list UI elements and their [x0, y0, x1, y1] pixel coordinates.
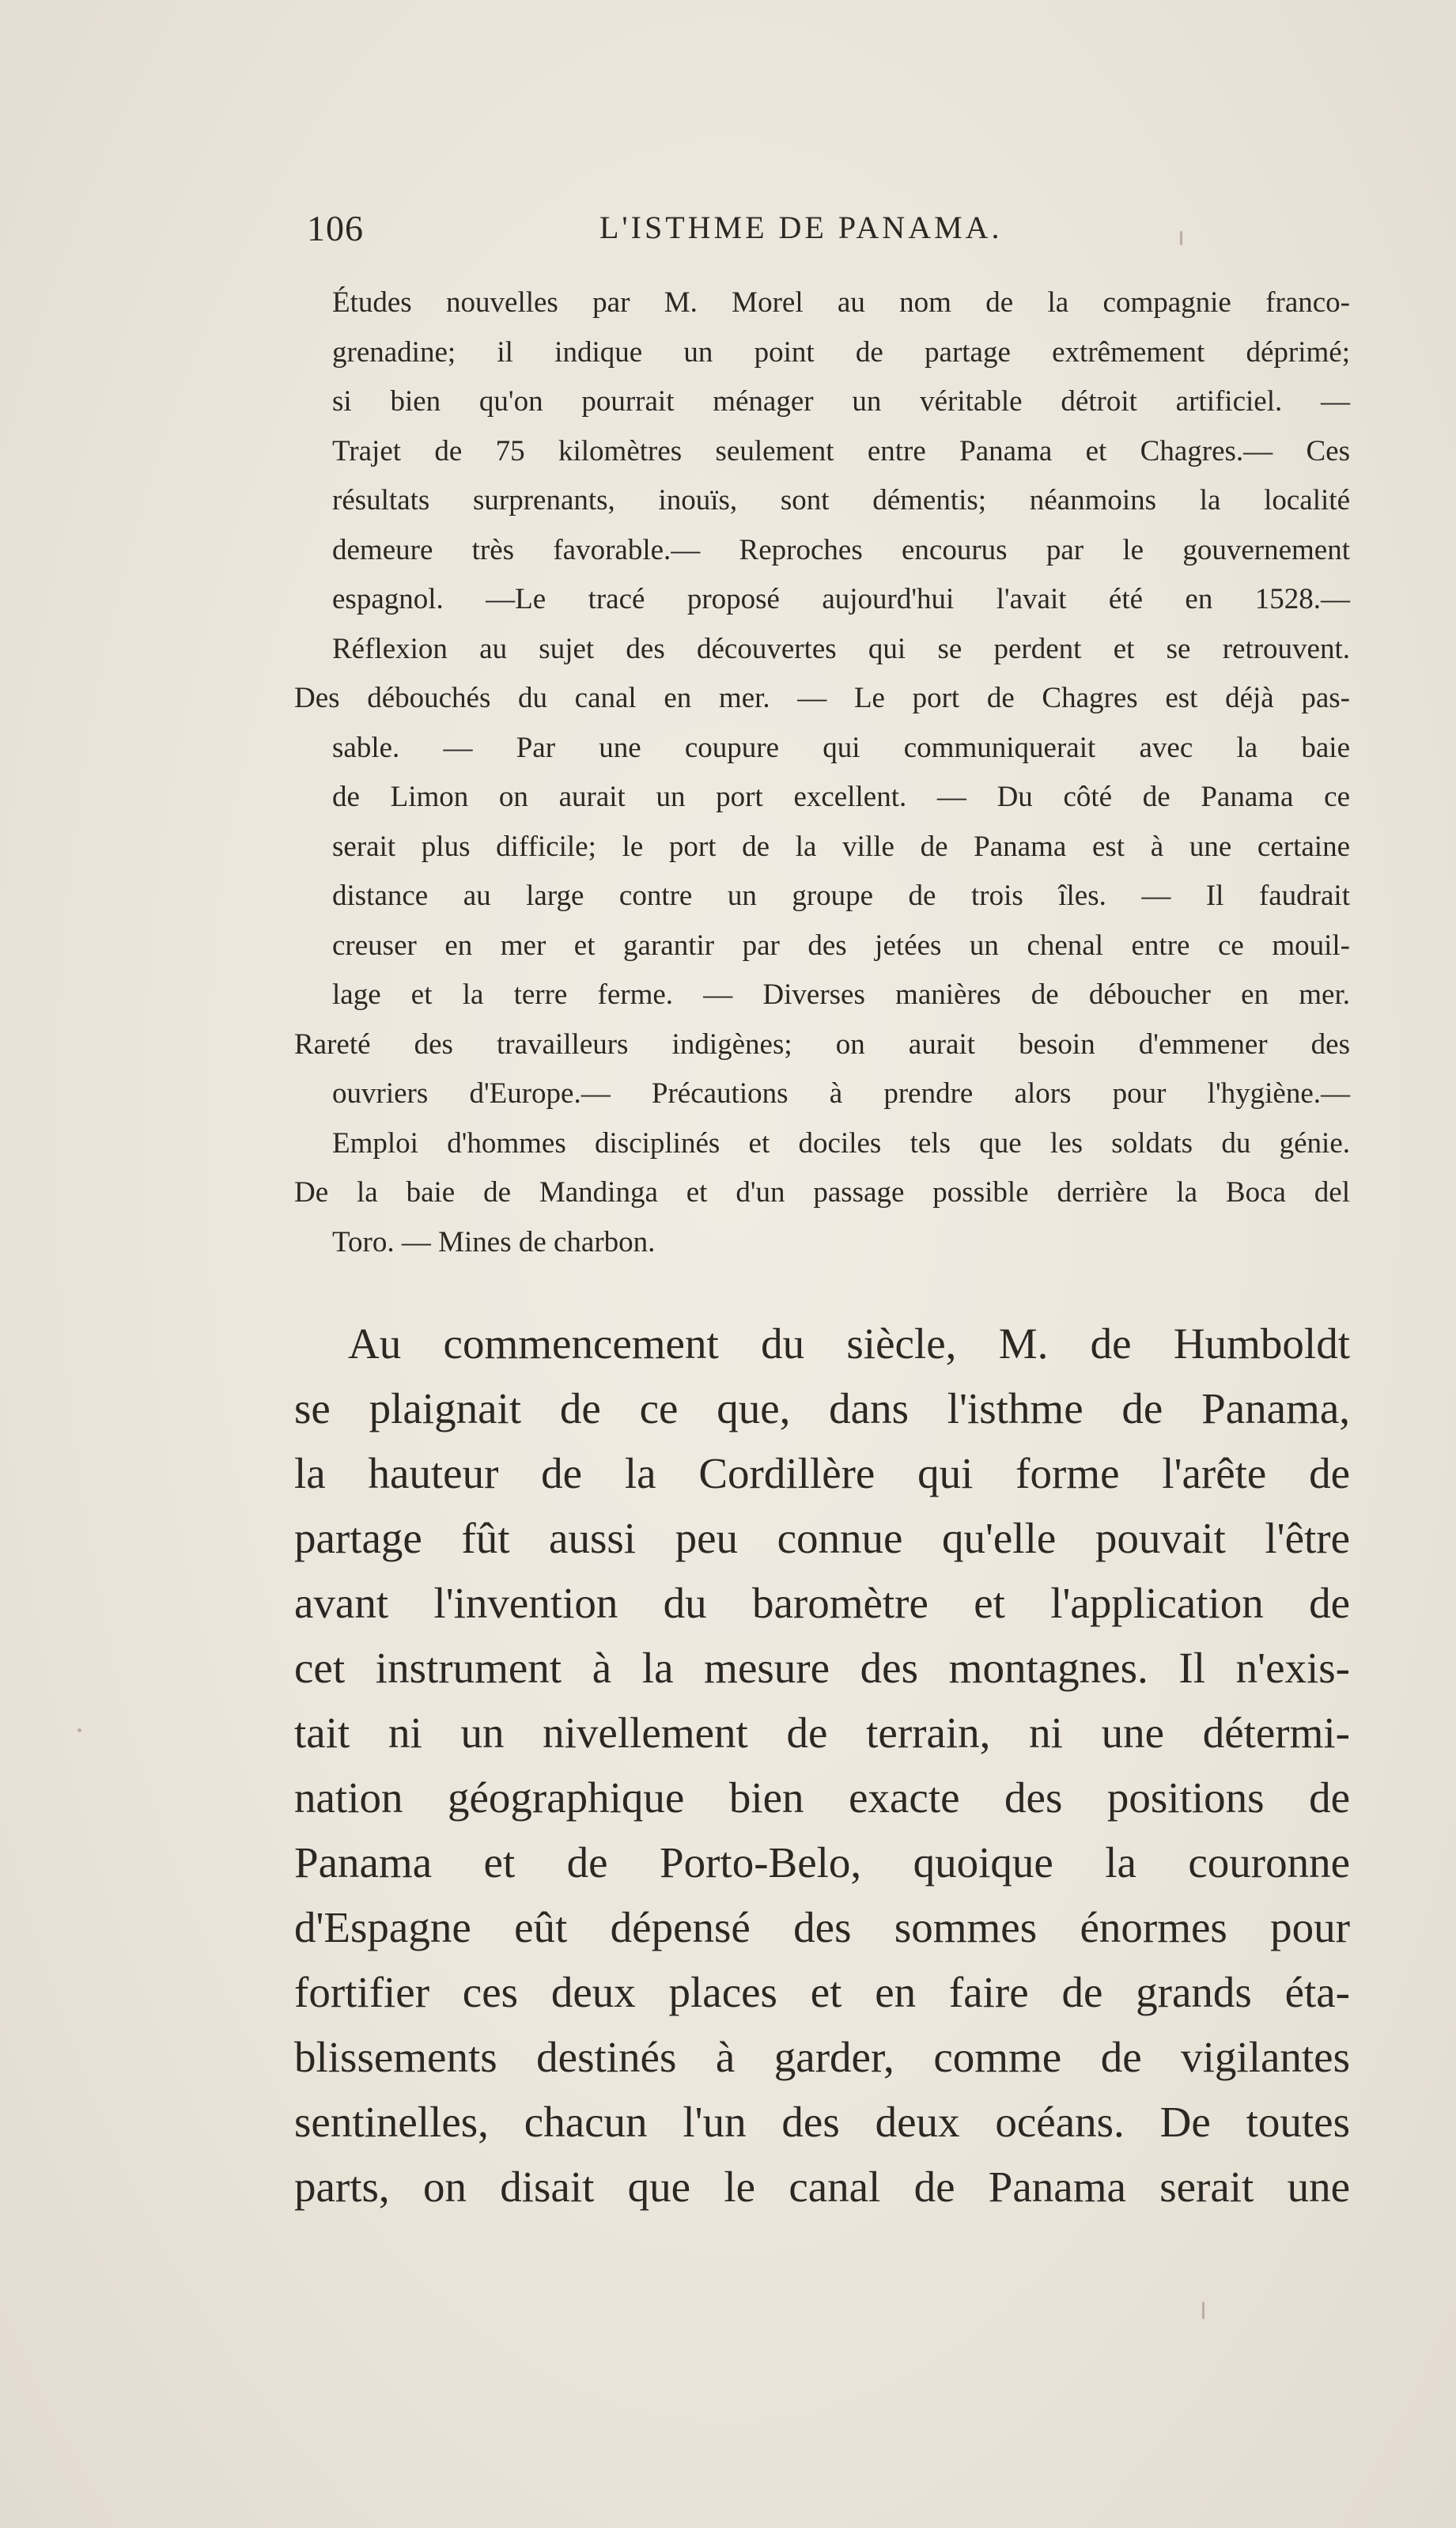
summary-line: grenadine; il indique un point de partage extrêmement déprimé; — [332, 335, 1350, 369]
body-line: parts, on disait que le canal de Panama serait une — [294, 2163, 1350, 2211]
paper-mark — [1180, 231, 1182, 245]
body-line: Au commencement du siècle, M. de Humboldt — [348, 1319, 1350, 1368]
body-line: tait ni un nivellement de terrain, ni une détermi- — [294, 1709, 1350, 1757]
chapter-summary — [294, 278, 1350, 1267]
summary-line: espagnol. —Le tracé proposé aujourd'hui l'avait été en 1528.— — [332, 583, 1350, 615]
page-number: 106 — [307, 208, 364, 248]
paper-speck — [78, 1728, 81, 1732]
body-line: cet instrument à la mesure des montagnes. Il n'exis- — [294, 1644, 1350, 1692]
summary-line: Études nouvelles par M. Morel au nom de la compagnie franco- — [332, 286, 1350, 319]
summary-line: Des débouchés du canal en mer. — Le port de Chagres est déjà pas- — [294, 682, 1350, 714]
summary-line: Toro. — Mines de charbon. — [332, 1225, 656, 1258]
body-line: sentinelles, chacun l'un des deux océans. De toutes — [294, 2098, 1350, 2146]
summary-line: sable. — Par une coupure qui communiquerait avec la baie — [332, 731, 1350, 764]
body-line: Panama et de Porto-Belo, quoique la couronne — [294, 1838, 1350, 1887]
body-line: se plaignait de ce que, dans l'isthme de Panama, — [294, 1384, 1350, 1432]
summary-line: de Limon on aurait un port excellent. — Du côté de Panama ce — [332, 781, 1350, 813]
body-line: la hauteur de la Cordillère qui forme l'arête de — [294, 1449, 1350, 1497]
summary-line: Rareté des travailleurs indigènes; on aurait besoin d'emmener des — [294, 1027, 1350, 1061]
body-line: fortifier ces deux places et en faire de grands éta- — [294, 1968, 1350, 2016]
summary-line: Réflexion au sujet des découvertes qui se perdent et se retrouvent. — [332, 632, 1350, 665]
summary-line: serait plus difficile; le port de la ville de Panama est à une certaine — [332, 830, 1350, 863]
summary-line: Trajet de 75 kilomètres seulement entre Panama et Chagres.— Ces — [332, 434, 1350, 467]
summary-line: Emploi d'hommes disciplinés et dociles tels que les soldats du génie. — [332, 1126, 1350, 1160]
paper-mark — [1202, 2302, 1205, 2319]
body-line: d'Espagne eût dépensé des sommes énormes pour — [294, 1903, 1350, 1951]
running-head — [307, 207, 1351, 255]
summary-line: distance au large contre un groupe de trois îles. — Il faudrait — [332, 880, 1350, 912]
summary-line: De la baie de Mandinga et d'un passage possible derrière la Boca del — [294, 1176, 1350, 1209]
body-line: avant l'invention du baromètre et l'application de — [294, 1579, 1350, 1627]
summary-line: demeure très favorable.— Reproches encourus par le gouvernement — [332, 533, 1350, 566]
body-line: blissements destinés à garder, comme de vigilantes — [294, 2033, 1350, 2081]
summary-line: résultats surprenants, inouïs, sont démentis; néanmoins la localité — [332, 484, 1350, 517]
body-paragraph — [294, 1311, 1350, 2220]
body-line: partage fût aussi peu connue qu'elle pouvait l'être — [294, 1514, 1350, 1562]
running-title: L'ISTHME DE PANAMA. — [599, 210, 1003, 245]
summary-line: lage et la terre ferme. — Diverses manières de déboucher en mer. — [332, 978, 1350, 1011]
summary-line: si bien qu'on pourrait ménager un véritable détroit artificiel. — — [332, 385, 1350, 418]
summary-line: ouvriers d'Europe.— Précautions à prendre alors pour l'hygiène.— — [332, 1077, 1350, 1110]
summary-line: creuser en mer et garantir par des jetées un chenal entre ce mouil- — [332, 929, 1350, 962]
body-line: nation géographique bien exacte des positions de — [294, 1773, 1350, 1822]
